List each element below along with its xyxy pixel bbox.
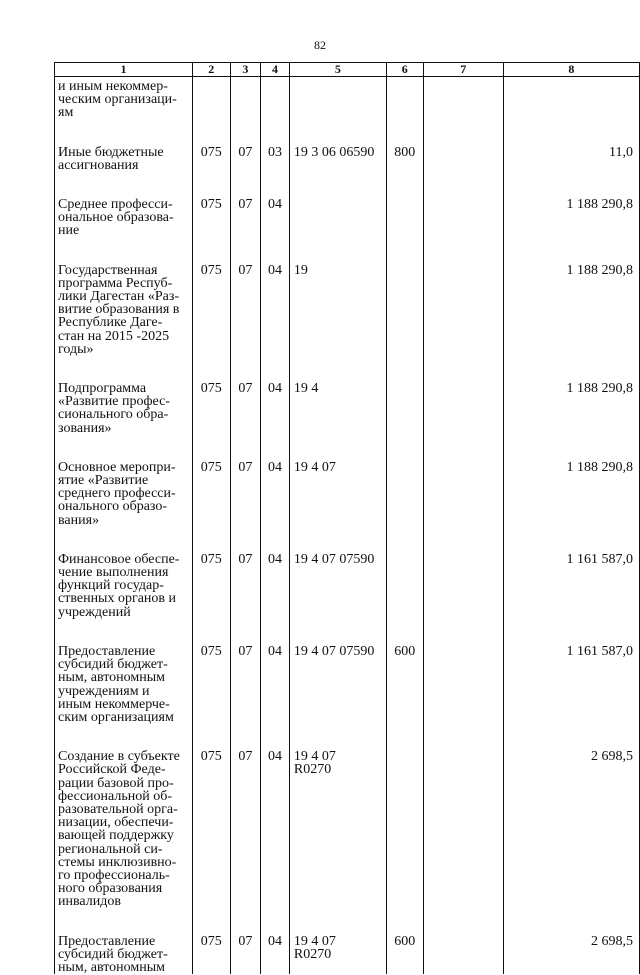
cell-subsection-value: 04 bbox=[268, 551, 283, 567]
name-line: Подпрограмма bbox=[58, 381, 147, 397]
target-article-line: 19 bbox=[293, 262, 308, 278]
cell-ved bbox=[193, 619, 231, 724]
target-article-line: R0270 bbox=[293, 946, 332, 962]
cell-ved bbox=[193, 120, 231, 172]
col-header-8: 8 bbox=[503, 63, 639, 77]
name-line: ским организациям bbox=[58, 709, 174, 725]
col-header-7: 7 bbox=[423, 63, 503, 77]
name-line: Финансовое обеспе- bbox=[58, 551, 180, 567]
cell-section bbox=[230, 172, 261, 238]
cell-expense-type bbox=[386, 619, 423, 724]
cell-col7 bbox=[423, 120, 503, 172]
name-line: и иным некоммер- bbox=[58, 79, 168, 94]
name-line: онального образо- bbox=[58, 499, 168, 515]
name-line: среднего професси- bbox=[58, 486, 176, 502]
cell-section-value: 07 bbox=[238, 643, 253, 659]
col-header-4: 4 bbox=[261, 63, 290, 77]
cell-amount bbox=[503, 435, 639, 527]
cell-target-article bbox=[289, 435, 386, 527]
table-row bbox=[55, 527, 640, 619]
expense-type-value: 600 bbox=[394, 643, 416, 659]
amount-value: 2 698,5 bbox=[591, 933, 633, 949]
cell-ved-value: 075 bbox=[200, 459, 222, 475]
cell-section-value: 07 bbox=[238, 933, 253, 949]
cell-amount bbox=[503, 909, 639, 975]
cell-name bbox=[55, 724, 193, 908]
cell-ved-value: 075 bbox=[200, 643, 222, 659]
cell-target-article bbox=[289, 619, 386, 724]
cell-expense-type bbox=[386, 77, 423, 120]
cell-subsection-value: 04 bbox=[268, 381, 283, 397]
target-article-line: R0270 bbox=[293, 762, 332, 778]
table-row bbox=[55, 724, 640, 908]
page-number: 82 bbox=[314, 38, 326, 52]
cell-subsection bbox=[261, 724, 290, 908]
cell-expense-type bbox=[386, 238, 423, 356]
cell-target-article bbox=[289, 238, 386, 356]
name-line: Основное меропри- bbox=[58, 459, 176, 475]
name-line: сионального обра- bbox=[58, 407, 169, 423]
cell-target-article bbox=[289, 77, 386, 120]
name-line: Предоставление bbox=[58, 933, 156, 949]
col-header-6: 6 bbox=[386, 63, 423, 77]
cell-name bbox=[55, 238, 193, 356]
cell-subsection bbox=[261, 238, 290, 356]
name-line: фессиональной об- bbox=[58, 788, 173, 804]
cell-ved bbox=[193, 724, 231, 908]
name-line: ние bbox=[58, 223, 80, 239]
name-line: разовательной орга- bbox=[58, 801, 178, 817]
budget-table bbox=[54, 62, 640, 974]
col-header-5: 5 bbox=[289, 63, 386, 77]
cell-ved bbox=[193, 172, 231, 238]
cell-ved bbox=[193, 356, 231, 435]
cell-subsection bbox=[261, 527, 290, 619]
name-line: вания» bbox=[58, 512, 100, 528]
cell-ved-value: 075 bbox=[200, 381, 222, 397]
name-line: ческим организаци- bbox=[58, 92, 177, 108]
cell-expense-type bbox=[386, 356, 423, 435]
cell-section bbox=[230, 909, 261, 975]
amount-value: 1 188 290,8 bbox=[566, 197, 633, 213]
cell-section-value: 07 bbox=[238, 551, 253, 567]
cell-ved bbox=[193, 77, 231, 120]
cell-ved-value: 075 bbox=[200, 144, 222, 160]
expense-type-value: 600 bbox=[394, 933, 416, 949]
cell-subsection-value: 04 bbox=[268, 749, 283, 765]
cell-section-value: 07 bbox=[238, 197, 253, 213]
col-header-1: 1 bbox=[55, 63, 193, 77]
table-row bbox=[55, 909, 640, 975]
name-line: учреждений bbox=[58, 604, 131, 620]
target-article-line: 19 4 07 bbox=[293, 933, 336, 949]
cell-amount bbox=[503, 238, 639, 356]
name-line: годы» bbox=[58, 341, 94, 357]
name-line: программа Респуб- bbox=[58, 275, 173, 291]
name-line: ного образования bbox=[58, 881, 163, 897]
name-line: лики Дагестан «Раз- bbox=[58, 289, 180, 305]
cell-section bbox=[230, 527, 261, 619]
cell-target-article bbox=[289, 724, 386, 908]
name-line: иным некоммерче- bbox=[58, 696, 170, 712]
name-line: вающей поддержку bbox=[58, 828, 174, 844]
cell-expense-type bbox=[386, 527, 423, 619]
cell-subsection bbox=[261, 172, 290, 238]
cell-subsection bbox=[261, 356, 290, 435]
amount-value: 1 188 290,8 bbox=[566, 381, 633, 397]
target-article-line: 19 3 06 06590 bbox=[293, 144, 375, 160]
cell-col7 bbox=[423, 435, 503, 527]
table-row bbox=[55, 238, 640, 356]
name-line: Среднее професси- bbox=[58, 197, 173, 213]
cell-name bbox=[55, 527, 193, 619]
cell-amount bbox=[503, 527, 639, 619]
cell-ved bbox=[193, 435, 231, 527]
header-row bbox=[55, 63, 640, 77]
cell-col7 bbox=[423, 909, 503, 975]
cell-col7 bbox=[423, 77, 503, 120]
cell-amount bbox=[503, 724, 639, 908]
target-article-line: 19 4 bbox=[293, 381, 319, 397]
cell-ved-value: 075 bbox=[200, 197, 222, 213]
name-line: «Развитие профес- bbox=[58, 394, 170, 410]
name-line: Государственная bbox=[58, 262, 158, 278]
amount-value: 1 161 587,0 bbox=[566, 551, 633, 567]
name-line: рации базовой про- bbox=[58, 775, 174, 791]
table-row bbox=[55, 435, 640, 527]
cell-col7 bbox=[423, 238, 503, 356]
cell-subsection bbox=[261, 435, 290, 527]
cell-target-article bbox=[289, 172, 386, 238]
cell-ved-value: 075 bbox=[200, 262, 222, 278]
cell-section-value: 07 bbox=[238, 381, 253, 397]
cell-target-article bbox=[289, 909, 386, 975]
cell-target-article bbox=[289, 527, 386, 619]
cell-expense-type bbox=[386, 120, 423, 172]
cell-section-value: 07 bbox=[238, 459, 253, 475]
cell-section bbox=[230, 435, 261, 527]
cell-target-article bbox=[289, 356, 386, 435]
name-line: витие образования в bbox=[58, 302, 180, 318]
cell-subsection-value: 04 bbox=[268, 459, 283, 475]
cell-name bbox=[55, 120, 193, 172]
cell-amount bbox=[503, 356, 639, 435]
cell-subsection-value: 04 bbox=[268, 262, 283, 278]
name-line: ям bbox=[58, 105, 74, 121]
name-line: чение выполнения bbox=[58, 565, 169, 581]
cell-section bbox=[230, 619, 261, 724]
target-article-line: 19 4 07 bbox=[293, 459, 336, 475]
amount-value: 1 161 587,0 bbox=[566, 643, 633, 659]
amount-value: 2 698,5 bbox=[591, 749, 633, 765]
cell-section-value: 07 bbox=[238, 262, 253, 278]
name-line: ственных органов и bbox=[58, 591, 177, 607]
name-line: го профессиональ- bbox=[58, 867, 170, 883]
cell-subsection-value: 03 bbox=[268, 144, 283, 160]
cell-col7 bbox=[423, 356, 503, 435]
cell-ved bbox=[193, 909, 231, 975]
name-line: субсидий бюджет- bbox=[58, 657, 168, 673]
cell-expense-type bbox=[386, 909, 423, 975]
name-line: региональной си- bbox=[58, 841, 163, 857]
cell-ved bbox=[193, 527, 231, 619]
cell-col7 bbox=[423, 619, 503, 724]
name-line: низации, обеспечи- bbox=[58, 815, 174, 831]
cell-amount bbox=[503, 120, 639, 172]
col-header-2: 2 bbox=[193, 63, 231, 77]
cell-name bbox=[55, 435, 193, 527]
expense-type-value: 800 bbox=[394, 144, 416, 160]
name-line: Создание в субъекте bbox=[58, 749, 180, 765]
cell-section bbox=[230, 120, 261, 172]
amount-value: 11,0 bbox=[609, 144, 633, 160]
name-line: зования» bbox=[58, 420, 112, 436]
name-line: стан на 2015 -2025 bbox=[58, 328, 170, 344]
cell-section-value: 07 bbox=[238, 749, 253, 765]
name-line: ным, автономным bbox=[58, 670, 166, 686]
name-line: ятие «Развитие bbox=[58, 473, 149, 489]
cell-subsection-value: 04 bbox=[268, 643, 283, 659]
cell-subsection-value: 04 bbox=[268, 933, 283, 949]
name-line: функций государ- bbox=[58, 578, 164, 594]
target-article-line: 19 4 07 bbox=[293, 749, 336, 765]
name-line: учреждениям и bbox=[58, 683, 150, 699]
target-article-line: 19 4 07 07590 bbox=[293, 551, 375, 567]
name-line: стемы инклюзивно- bbox=[58, 854, 177, 870]
cell-subsection bbox=[261, 909, 290, 975]
amount-value: 1 188 290,8 bbox=[566, 459, 633, 475]
cell-name bbox=[55, 619, 193, 724]
cell-section bbox=[230, 724, 261, 908]
cell-section bbox=[230, 77, 261, 120]
cell-ved-value: 075 bbox=[200, 933, 222, 949]
cell-subsection-value: 04 bbox=[268, 197, 283, 213]
cell-subsection bbox=[261, 77, 290, 120]
cell-subsection bbox=[261, 619, 290, 724]
name-line: Российской Феде- bbox=[58, 762, 166, 778]
cell-name bbox=[55, 909, 193, 975]
cell-col7 bbox=[423, 172, 503, 238]
name-line: субсидий бюджет- bbox=[58, 946, 168, 962]
name-line: ным, автономным bbox=[58, 959, 166, 975]
table-row bbox=[55, 77, 640, 120]
name-line: инвалидов bbox=[58, 894, 121, 910]
cell-name bbox=[55, 172, 193, 238]
cell-subsection bbox=[261, 120, 290, 172]
cell-section bbox=[230, 356, 261, 435]
target-article-line: 19 4 07 07590 bbox=[293, 643, 375, 659]
cell-section-value: 07 bbox=[238, 144, 253, 160]
cell-name bbox=[55, 77, 193, 120]
cell-expense-type bbox=[386, 435, 423, 527]
cell-expense-type bbox=[386, 724, 423, 908]
table-row bbox=[55, 619, 640, 724]
cell-section bbox=[230, 238, 261, 356]
name-line: ассигнования bbox=[58, 157, 139, 173]
name-line: Республике Даге- bbox=[58, 315, 163, 331]
table-row bbox=[55, 356, 640, 435]
cell-amount bbox=[503, 619, 639, 724]
cell-col7 bbox=[423, 724, 503, 908]
cell-ved-value: 075 bbox=[200, 551, 222, 567]
cell-name bbox=[55, 356, 193, 435]
name-line: Предоставление bbox=[58, 643, 156, 659]
cell-expense-type bbox=[386, 172, 423, 238]
table-row bbox=[55, 172, 640, 238]
cell-ved-value: 075 bbox=[200, 749, 222, 765]
cell-target-article bbox=[289, 120, 386, 172]
cell-amount bbox=[503, 172, 639, 238]
amount-value: 1 188 290,8 bbox=[566, 262, 633, 278]
cell-col7 bbox=[423, 527, 503, 619]
cell-ved bbox=[193, 238, 231, 356]
col-header-3: 3 bbox=[230, 63, 261, 77]
table-row bbox=[55, 120, 640, 172]
name-line: Иные бюджетные bbox=[58, 144, 164, 160]
name-line: ональное образова- bbox=[58, 210, 174, 226]
cell-amount bbox=[503, 77, 639, 120]
